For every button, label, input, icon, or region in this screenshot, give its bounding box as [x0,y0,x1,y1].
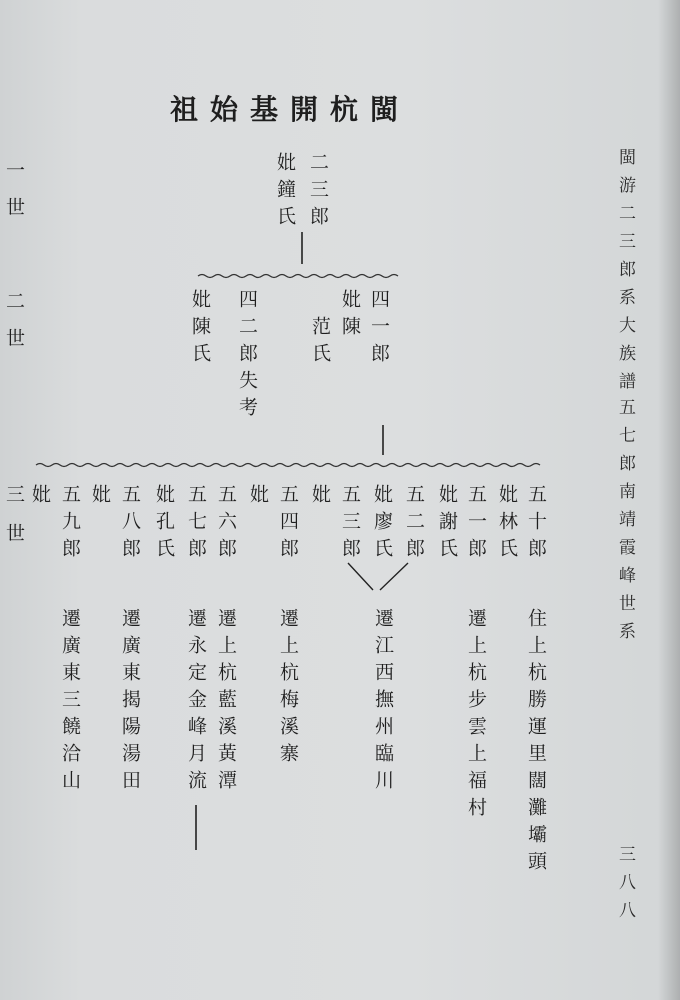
g3-3-wife: 妣 [309,484,331,511]
g3-6-note: 遷永定金峰月流 [185,608,207,797]
g3-4-note: 遷上杭梅溪寨 [277,608,299,770]
g2-b-wife: 妣陳氏 [189,289,211,370]
g3-8-wife: 妣 [29,484,51,511]
g3-5-note: 遷上杭藍溪黃潭 [215,608,237,797]
g3-6-name: 五七郎 [185,484,207,565]
g2-a-name: 四一郎 [368,289,390,370]
gen-label-3: 三世 [3,484,25,562]
g3-8-note: 遷廣東三饒洽山 [59,608,81,797]
page-title: 祖始基開杭閩 [170,93,411,126]
g3-2-note: 遷江西撫州臨川 [372,608,394,797]
gen3-wavy-line [36,464,540,467]
g3-1-name: 五一郎 [465,484,487,565]
wu-er-branch [380,563,408,590]
g2-a-wife-2: 范氏 [309,316,331,370]
g1-name: 二三郎 [307,152,329,233]
page-number: 三八八 [615,845,635,929]
gen-label-1: 一世 [3,160,25,234]
g3-1-note: 遷上杭步雲上福村 [465,608,487,824]
g3-7-note: 遷廣東揭陽湯田 [119,608,141,797]
g1-wife: 妣鐘氏 [274,152,296,233]
gen-label-2: 二世 [3,291,25,365]
g3-5-name: 五六郎 [215,484,237,565]
gen2-wavy-line [198,275,398,278]
g3-4-wife: 妣 [247,484,269,511]
g3-1-wife: 妣謝氏 [436,484,458,565]
g2-b-name: 四二郎失考 [236,289,258,424]
g3-3-name: 五三郎 [339,484,361,565]
g3-0-wife: 妣林氏 [496,484,518,565]
g2-a-wife: 妣陳 [339,289,361,343]
g3-6-wife: 妣孔氏 [153,484,175,565]
wu-san-branch [348,563,373,590]
g3-0-name: 五十郎 [525,484,547,565]
g3-2-name: 五二郎 [403,484,425,565]
g3-8-name: 五九郎 [59,484,81,565]
g3-7-name: 五八郎 [119,484,141,565]
section-title: 五七郎南靖霞峰世系 [615,398,635,650]
book-title: 閩游二三郎系大族譜 [615,148,635,400]
g3-2-wife: 妣廖氏 [371,484,393,565]
g3-4-name: 五四郎 [277,484,299,565]
g3-0-note: 住上杭勝運里闊灘壩頭 [525,608,547,878]
g3-7-wife: 妣 [89,484,111,511]
